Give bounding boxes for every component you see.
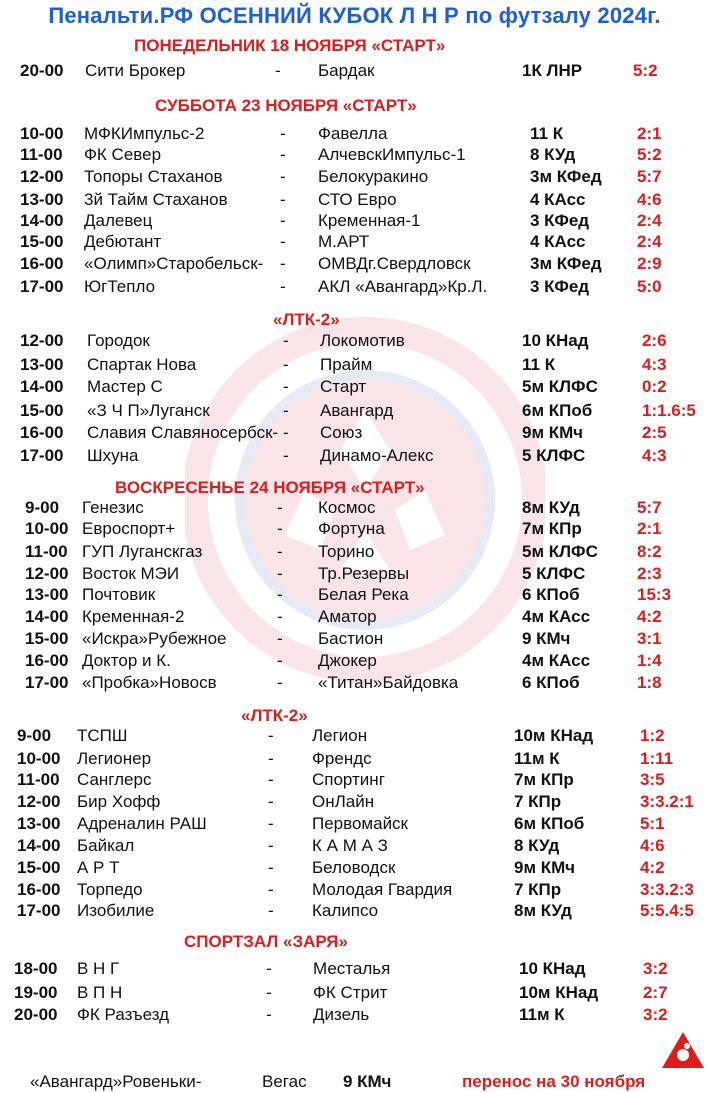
- home-team: Байкал: [77, 836, 135, 855]
- separator: -: [277, 542, 283, 561]
- away-team: Прайм: [320, 355, 373, 374]
- away-team: Торино: [318, 542, 375, 561]
- division: 9м КМч: [514, 858, 575, 877]
- separator: -: [268, 749, 274, 768]
- score: 5:2: [633, 61, 658, 80]
- match-time: 14-00: [25, 607, 69, 626]
- separator: -: [275, 61, 281, 80]
- match-row: [0, 880, 709, 902]
- separator: -: [266, 1005, 272, 1024]
- score: 4:6: [640, 836, 665, 855]
- away-team: Старт: [320, 377, 367, 396]
- match-row: [0, 749, 709, 771]
- separator: -: [277, 607, 283, 626]
- match-row: [0, 726, 709, 748]
- footer-postponed-note: перенос на 30 ноября: [462, 1072, 646, 1091]
- separator: -: [283, 355, 289, 374]
- away-team: М.АРТ: [318, 232, 370, 251]
- match-row: [0, 673, 709, 695]
- score: 3:2: [643, 1005, 668, 1024]
- division: 9 КМч: [522, 629, 571, 648]
- score: 8:2: [637, 542, 662, 561]
- away-team: Динамо-Алекс: [320, 446, 434, 465]
- match-row: [0, 446, 709, 468]
- match-row: [0, 858, 709, 880]
- match-row: [0, 232, 709, 254]
- match-row: [0, 770, 709, 792]
- match-time: 12-00: [20, 331, 64, 350]
- section-header: СУББОТА 23 НОЯБРЯ «СТАРТ»: [155, 96, 417, 115]
- score: 3:3.2:1: [640, 792, 694, 811]
- score: 3:3.2:3: [640, 880, 694, 899]
- division: 3 КФед: [530, 277, 590, 296]
- match-row: [0, 401, 709, 423]
- away-team: Бардак: [318, 61, 375, 80]
- division: 7 КПр: [514, 792, 562, 811]
- match-time: 15-00: [20, 401, 64, 420]
- separator: -: [277, 564, 283, 583]
- home-team: В Н Г: [77, 959, 120, 978]
- score: 1:2: [640, 726, 665, 745]
- division: 7м КПр: [514, 770, 574, 789]
- match-time: 13-00: [20, 355, 64, 374]
- score: 1:4: [637, 651, 662, 670]
- home-team: ТСПШ: [77, 726, 128, 745]
- page-title: Пенальти.РФ ОСЕННИЙ КУБОК Л Н Р по футзалу 2024г.: [48, 3, 661, 28]
- home-team: ГУП Луганскгаз: [82, 542, 203, 561]
- away-team: Дизель: [313, 1005, 370, 1024]
- separator: -: [268, 858, 274, 877]
- division: 4м КАсс: [522, 607, 591, 626]
- away-team: Локомотив: [320, 331, 405, 350]
- separator: -: [280, 232, 286, 251]
- score: 15:3: [637, 585, 672, 604]
- score: 5:5.4:5: [640, 901, 694, 920]
- separator: -: [280, 145, 286, 164]
- score: 2:7: [643, 983, 668, 1002]
- away-team: Первомайск: [312, 814, 408, 833]
- score: 2:4: [637, 232, 662, 251]
- match-time: 17-00: [17, 901, 61, 920]
- division: 9м КМч: [522, 423, 583, 442]
- separator: -: [280, 167, 286, 186]
- home-team: Почтовик: [82, 585, 156, 604]
- division: 11м К: [514, 749, 560, 768]
- match-time: 20-00: [14, 1005, 58, 1024]
- away-team: Космос: [318, 498, 376, 517]
- separator: -: [277, 498, 283, 517]
- separator: -: [283, 423, 289, 442]
- match-time: 13-00: [17, 814, 61, 833]
- separator: -: [268, 726, 274, 745]
- division: 10 КНад: [522, 331, 589, 350]
- score: 2:3: [637, 564, 662, 583]
- match-time: 9-00: [25, 498, 60, 517]
- score: 5:2: [637, 145, 662, 164]
- match-time: 16-00: [20, 254, 64, 273]
- score: 2:1: [637, 519, 662, 538]
- separator: -: [283, 446, 289, 465]
- home-team: Восток МЭИ: [82, 564, 180, 583]
- separator: -: [277, 629, 283, 648]
- section-header: ВОСКРЕСЕНЬЕ 24 НОЯБРЯ «СТАРТ»: [115, 478, 425, 497]
- home-team: Сити Брокер: [85, 61, 186, 80]
- match-time: 14-00: [20, 211, 64, 230]
- match-row: [0, 959, 709, 981]
- match-row: [0, 377, 709, 399]
- separator: -: [277, 651, 283, 670]
- home-team: «З Ч П»Луганск: [87, 401, 210, 420]
- section-header: СПОРТЗАЛ «ЗАРЯ»: [184, 932, 348, 951]
- home-team: Далевец: [84, 211, 153, 230]
- score: 4:2: [637, 607, 662, 626]
- match-time: 12-00: [25, 564, 69, 583]
- home-team: Шхуна: [87, 446, 139, 465]
- division: 5м КЛФС: [522, 377, 598, 396]
- match-time: 12-00: [17, 792, 61, 811]
- division: 3 КФед: [530, 211, 590, 230]
- match-time: 9-00: [17, 726, 52, 745]
- division: 3м КФед: [530, 254, 602, 273]
- score: 2:5: [642, 423, 667, 442]
- home-team: В П Н: [77, 983, 123, 1002]
- match-row: [0, 607, 709, 629]
- home-team: Топоры Стаханов: [84, 167, 223, 186]
- match-row: [0, 61, 709, 83]
- separator: -: [283, 331, 289, 350]
- home-team: Легионер: [77, 749, 152, 768]
- division: 8 КУд: [514, 836, 560, 855]
- separator: -: [280, 277, 286, 296]
- match-row: [0, 277, 709, 299]
- section-header: «ЛТК-2»: [273, 310, 340, 329]
- division: 5 КЛФС: [522, 446, 586, 465]
- match-time: 17-00: [20, 446, 64, 465]
- away-team: Белокуракино: [318, 167, 429, 186]
- division: 4 КАсс: [530, 232, 586, 251]
- match-row: [0, 1005, 709, 1027]
- match-time: 14-00: [17, 836, 61, 855]
- match-time: 13-00: [25, 585, 69, 604]
- match-time: 13-00: [20, 190, 64, 209]
- score: 4:3: [642, 446, 667, 465]
- away-team: К А М А З: [312, 836, 388, 855]
- match-row: [0, 542, 709, 564]
- away-team: Спортинг: [312, 770, 385, 789]
- score: 4:6: [637, 190, 662, 209]
- away-team: Беловодск: [312, 858, 396, 877]
- away-team: ФК Стрит: [313, 983, 388, 1002]
- separator: -: [280, 124, 286, 143]
- match-row: [0, 983, 709, 1005]
- away-team: Авангард: [320, 401, 394, 420]
- match-time: 18-00: [14, 959, 58, 978]
- home-team: Доктор и К.: [82, 651, 171, 670]
- match-row: [0, 423, 709, 445]
- away-team: Молодая Гвардия: [312, 880, 453, 899]
- away-team: Тр.Резервы: [318, 564, 410, 583]
- score: 2:9: [637, 254, 662, 273]
- home-team: «Пробка»Новосв: [82, 673, 217, 692]
- match-time: 20-00: [20, 61, 64, 80]
- away-team: АлчевскИмпульс-1: [318, 145, 466, 164]
- score: 1:8: [637, 673, 662, 692]
- home-team: Спартак Нова: [87, 355, 197, 374]
- match-time: 16-00: [17, 880, 61, 899]
- away-team: Союз: [320, 423, 363, 442]
- score: 2:6: [642, 331, 667, 350]
- score: 2:1: [637, 124, 662, 143]
- match-row: [0, 211, 709, 233]
- separator: -: [268, 836, 274, 855]
- separator: -: [268, 880, 274, 899]
- match-row: [0, 792, 709, 814]
- match-row: [0, 355, 709, 377]
- home-team: «Искра»Рубежное: [82, 629, 227, 648]
- score: 3:2: [643, 959, 668, 978]
- division: 5 КЛФС: [522, 564, 586, 583]
- division: 7 КПр: [514, 880, 562, 899]
- match-time: 17-00: [20, 277, 64, 296]
- away-team: ОМВДг.Свердловск: [318, 254, 471, 273]
- home-team: ФК Разъезд: [77, 1005, 170, 1024]
- away-team: Френдс: [312, 749, 372, 768]
- away-team: Легион: [312, 726, 368, 745]
- division: 6м КПоб: [522, 401, 593, 420]
- match-row: [0, 124, 709, 146]
- match-row: [0, 651, 709, 673]
- match-row: [0, 498, 709, 520]
- home-team: 3й Тайм Стаханов: [84, 190, 228, 209]
- away-team: Джокер: [318, 651, 377, 670]
- home-team: МФКИмпульс-2: [84, 124, 205, 143]
- separator: -: [283, 401, 289, 420]
- separator: -: [268, 814, 274, 833]
- match-time: 17-00: [25, 673, 69, 692]
- separator: -: [268, 901, 274, 920]
- score: 5:0: [637, 277, 662, 296]
- match-row: [0, 814, 709, 836]
- division: 6м КПоб: [514, 814, 585, 833]
- score: 1:1.6:5: [642, 401, 696, 420]
- separator: -: [268, 770, 274, 789]
- division: 11 К: [522, 355, 556, 374]
- away-team: АКЛ «Авангард»Кр.Л.: [318, 277, 488, 296]
- division: 8м КУд: [514, 901, 572, 920]
- match-row: [0, 190, 709, 212]
- score: 3:1: [637, 629, 662, 648]
- home-team: Дебютант: [84, 232, 162, 251]
- section-header: ПОНЕДЕЛЬНИК 18 НОЯБРЯ «СТАРТ»: [134, 36, 446, 55]
- score: 4:3: [642, 355, 667, 374]
- footer-away-team: Вегас: [262, 1072, 307, 1091]
- match-row: [0, 167, 709, 189]
- score: 3:5: [640, 770, 665, 789]
- separator: -: [268, 792, 274, 811]
- division: 8м КУд: [522, 498, 580, 517]
- match-time: 11-00: [25, 542, 68, 561]
- away-team: Фавелла: [318, 124, 388, 143]
- separator: -: [277, 673, 283, 692]
- match-time: 19-00: [14, 983, 58, 1002]
- match-time: 15-00: [20, 232, 64, 251]
- match-time: 14-00: [20, 377, 64, 396]
- away-team: Белая Река: [318, 585, 409, 604]
- separator: -: [283, 377, 289, 396]
- home-team: Кременная-2: [82, 607, 185, 626]
- match-row: [0, 629, 709, 651]
- match-time: 11-00: [20, 145, 63, 164]
- division: 3м КФед: [530, 167, 602, 186]
- division: 1К ЛНР: [522, 61, 583, 80]
- match-time: 10-00: [20, 124, 64, 143]
- brand-logo-icon: [660, 1030, 706, 1070]
- home-team: Мастер С: [87, 377, 163, 396]
- away-team: Месталья: [313, 959, 391, 978]
- division: 6 КПоб: [522, 673, 580, 692]
- home-team: ФК Север: [84, 145, 162, 164]
- home-team: Санглерс: [77, 770, 152, 789]
- home-team: «Олимп»Старобельск-: [84, 254, 264, 273]
- division: 4м КАсс: [522, 651, 591, 670]
- away-team: ОнЛайн: [312, 792, 375, 811]
- home-team: Евроспорт+: [82, 519, 176, 538]
- home-team: Изобилие: [77, 901, 155, 920]
- division: 10м КНад: [514, 726, 594, 745]
- match-row: [0, 519, 709, 541]
- match-time: 16-00: [20, 423, 64, 442]
- score: 2:4: [637, 211, 662, 230]
- match-time: 12-00: [20, 167, 64, 186]
- separator: -: [280, 211, 286, 230]
- separator: -: [266, 983, 272, 1002]
- division: 4 КАсс: [530, 190, 586, 209]
- home-team: Адреналин РАШ: [77, 814, 207, 833]
- away-team: Бастион: [318, 629, 384, 648]
- separator: -: [280, 254, 286, 273]
- match-time: 11-00: [17, 770, 60, 789]
- home-team: Бир Хофф: [77, 792, 161, 811]
- match-row: [0, 836, 709, 858]
- match-time: 16-00: [25, 651, 69, 670]
- home-team: Городок: [87, 331, 150, 350]
- separator: -: [277, 519, 283, 538]
- match-row: [0, 254, 709, 276]
- division: 5м КЛФС: [522, 542, 598, 561]
- division: 7м КПр: [522, 519, 582, 538]
- match-row: [0, 331, 709, 353]
- match-row: [0, 564, 709, 586]
- score: 1:11: [640, 749, 674, 768]
- division: 11м К: [519, 1005, 565, 1024]
- away-team: СТО Евро: [318, 190, 397, 209]
- home-team: ЮгТепло: [84, 277, 156, 296]
- home-team: Генезис: [82, 498, 144, 517]
- footer-home-team: «Авангард»Ровеньки-: [30, 1072, 202, 1091]
- separator: -: [280, 190, 286, 209]
- home-team: Славия Славяносербск-: [87, 423, 279, 442]
- score: 5:1: [640, 814, 665, 833]
- division: 8 КУд: [530, 145, 576, 164]
- score: 5:7: [637, 167, 662, 186]
- division: 11 К: [530, 124, 564, 143]
- match-row: [0, 145, 709, 167]
- section-header: «ЛТК-2»: [241, 706, 308, 725]
- away-team: Калипсо: [312, 901, 379, 920]
- match-time: 15-00: [17, 858, 61, 877]
- away-team: Кременная-1: [318, 211, 421, 230]
- away-team: Фортуна: [318, 519, 385, 538]
- match-row: [0, 585, 709, 607]
- division: 10 КНад: [519, 959, 586, 978]
- home-team: Торпедо: [77, 880, 143, 899]
- separator: -: [266, 959, 272, 978]
- footer-division: 9 КМч: [343, 1072, 392, 1091]
- away-team: «Титан»Байдовка: [318, 673, 459, 692]
- match-row: [0, 901, 709, 923]
- separator: -: [277, 585, 283, 604]
- score: 5:7: [637, 498, 662, 517]
- away-team: Аматор: [318, 607, 377, 626]
- score: 0:2: [642, 377, 667, 396]
- home-team: А Р Т: [77, 858, 120, 877]
- match-time: 10-00: [17, 749, 61, 768]
- division: 10м КНад: [519, 983, 599, 1002]
- score: 4:2: [640, 858, 665, 877]
- match-time: 15-00: [25, 629, 69, 648]
- match-time: 10-00: [25, 519, 69, 538]
- division: 6 КПоб: [522, 585, 580, 604]
